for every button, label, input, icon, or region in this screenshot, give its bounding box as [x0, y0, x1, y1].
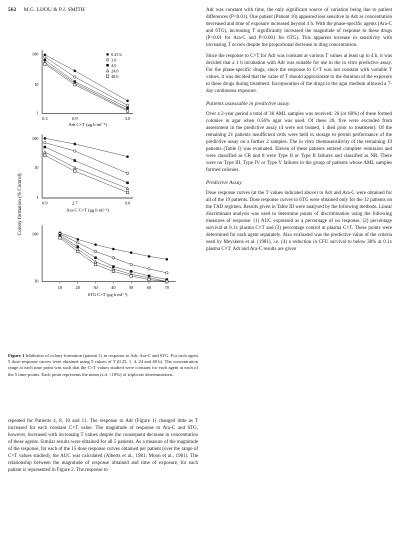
panel-c-series-3-point-5 — [130, 270, 133, 273]
panel-c-series-5-point-5 — [130, 275, 133, 278]
panel-b-ytick-10: 10 — [34, 164, 39, 170]
panel-b-series-1-point-2 — [74, 143, 77, 146]
panel-b-series — [44, 137, 129, 194]
legend-entry-3: 4.0 — [111, 63, 117, 69]
panel-a-xtick-3: 3.0 — [124, 115, 131, 121]
panel-a-series-5-point-1 — [44, 63, 47, 66]
panel-b-ytick-1: 1 — [36, 194, 39, 200]
panel-c-series-5-line — [60, 238, 167, 282]
panel-c-series-1-point-7 — [166, 258, 169, 261]
panel-a-series-1-point-2 — [74, 69, 77, 72]
panel-c-xtick-2: 20 — [75, 284, 80, 290]
panel-c-series-2-point-6 — [148, 268, 151, 271]
left-body-text: repeated for Patients 4, 8, 10 and 11. The response to Adr (Figure 1) changed little as T increased for each constant C×T value. The magnitude of response to Ara-C and 6TG, however, increased with increasing T values despite the consequent decrease in concentration of these agents. Similar results were obtained for all 5 patients. As a measure of the magnitude of the response, for each of the 15 dose response curves obtained per patient (over the range of C×T values studied), the AUC was calculated (Alberts et al., 1981; Moon et al., 1981). The relationship between the magnitude of response obtained and time of exposure, for each patient is represented in Figure 2. The response to — [8, 419, 198, 473]
left-column — [8, 18, 198, 323]
panel-b-series-5-point-1 — [44, 154, 47, 157]
paragraph-1: Adr was constant with time, the only significant source of variation being due to patient differences (P<0.01). One patient (Patient 10) appeared less sensitive to Adr as concentration decreased and time of exposure increased beyond 4 h. With the phase-specific agents (Ara-C and 6TG), increasing T significantly increased the magnitude of response to these drugs (P<0.01 for Ara-C and P<0.001 for 6TG). This apparent increase in sensitivity with increasing T occurs despite the proportional decrease in drug concentration. — [206, 8, 393, 48]
panel-b-series-3-point-2 — [74, 159, 77, 162]
paragraph-4: Dose response curves (at the T values indicated above) to Adr and Ara-C were obtained for all of the 19 patients. Dose response curves to 6TG were obtained only for the 12 patients on the TAD regimen. Results given in Table III were analysed by the following methods. Linear discriminant analysis was used to determine points of discrimination using the following measures of response: (1) AUC expressed as a percentage of no response, (2) percentage survival at 0.1x plasma C×T and (3) percentage control at plasma C×T. These points were determined for each agent separately. Also evaluated was the predictive value of the criteria used by Meyskens et al. (1981), i.e. (4) a reduction in CFU survival to below 38% at 0.1x plasma C×T. Adr and Ara-C results are given — [206, 191, 392, 252]
figure-1 — [8, 18, 198, 318]
panel-a-ytick-1: 1 — [36, 110, 39, 116]
panel-a-series-2-point-2 — [74, 76, 77, 79]
legend-entry-2: 1.0 — [111, 57, 117, 63]
figure-caption — [8, 353, 198, 378]
panel-b-series-1-point-1 — [44, 137, 47, 140]
legend-entry-1: 0.25 h — [111, 52, 122, 58]
panel-c-series-1-point-5 — [130, 251, 133, 254]
panel-b-series-1-line — [45, 138, 128, 156]
panel-c-series-5-point-2 — [76, 250, 79, 253]
panel-a-series-5-point-2 — [74, 83, 77, 86]
panel-a-xlabel: Adr C×T (μg h ml⁻¹) — [68, 122, 107, 128]
panel-c-xlabel: 6TG C×T (μg h ml⁻¹) — [87, 292, 128, 298]
panel-b-series-1-point-3 — [126, 155, 129, 158]
panel-c-series-2-point-2 — [76, 241, 79, 244]
panel-b-series-2-point-3 — [126, 172, 129, 175]
panel-c-series-4-point-2 — [76, 248, 79, 251]
caption-lead: Figure 1 — [8, 353, 25, 358]
panel-a-series-2-point-3 — [126, 104, 129, 107]
panel-b-series-5-line — [45, 155, 128, 192]
legend-marker-3 — [106, 64, 109, 67]
legend-entry-4: 24.0 — [111, 68, 119, 74]
panel-a — [32, 50, 133, 127]
panel-c-ytick-10: 10 — [34, 278, 39, 284]
page-number: 562 — [8, 7, 17, 13]
panel-c-series-1-point-2 — [76, 238, 79, 241]
panel-b-series-5-point-3 — [126, 191, 129, 194]
panel-c-series-4-point-3 — [94, 260, 97, 263]
panel-a-series-5-point-3 — [126, 110, 129, 113]
panel-b-series-2-point-1 — [44, 141, 47, 144]
panel-c-xticks — [58, 282, 170, 290]
caption-text: Inhibition of colony formation (patient 1) in response to Adr, Ara-C and 6TG. For each agent 5 dose-response curves were obtained using 5 values of T (0.25, 1, 4, 24 and 48 h). The concentration range at each time point was such that the C×T values studied were constant for each agent at each of the 5 time-points. Each point represents the mean (s.d. <10%) of triplicate determinations. — [8, 353, 198, 377]
legend-marker-5 — [106, 75, 109, 78]
panel-b-series-4-point-1 — [44, 151, 47, 154]
panel-b-xlabel: Ara-C C×T (μg h ml⁻¹) — [66, 207, 109, 213]
legend — [106, 52, 122, 79]
panel-b-ytick-100: 100 — [31, 135, 39, 141]
panel-c-series-1-point-6 — [148, 255, 151, 258]
legend-marker-1 — [106, 53, 109, 56]
panel-c-series-2-point-7 — [166, 272, 169, 275]
panel-c-xtick-7: 70 — [164, 284, 169, 290]
panel-b-xtick-3: 9.0 — [124, 200, 131, 206]
legend-entry-5: 48.0 — [111, 74, 119, 79]
running-authors: M.G. LIJOU & P.J. SMITH — [23, 7, 85, 13]
panel-c-xtick-4: 40 — [111, 284, 116, 290]
panel-c-series — [59, 231, 168, 282]
section-heading-patients: Patients assessable in predictive assay — [206, 101, 290, 107]
panel-c-series-5-point-7 — [166, 280, 169, 283]
panel-b-series-4-line — [45, 152, 128, 188]
panel-c-series-5-point-4 — [112, 270, 115, 273]
panel-c-series-1-line — [60, 233, 167, 260]
panel-c — [32, 225, 176, 297]
section-heading-predictive-assay: Predictive Assay — [206, 180, 242, 186]
panel-c-series-2-point-4 — [112, 257, 115, 260]
panel-b-xtick-1: 0.9 — [42, 200, 48, 206]
panel-a-series-2-point-1 — [44, 56, 47, 59]
legend-markers — [106, 53, 109, 77]
paragraph-2: Since the response to C×T for Adr was constant at various T values at least up to 4 h, it was decided that a 1 h incubation with Adr was suitable for use in the in vitro predictive assay. For the phase-specific drugs, since the response to C×T was not constant with variable T values, it was decided that the value of T should approximate to the duration of the exposure to these drugs during treatment. Incorporation of the drugs in the agar medium allowed a 7-day continuous exposure. — [206, 54, 392, 94]
panel-c-series-3-point-3 — [94, 257, 97, 260]
panel-c-series-2-point-5 — [130, 263, 133, 266]
paragraph-3: Over a 2-year period a total of 38 AML samples was received: 26 (or 68%) of these formed colonies in agar when 0.56% agar was used. Of these 26, five were excluded from assessment in the predictive assay (4 were not treated, 1 died prior to treatment). Of the remaining 21 patients insufficient cells were held in storage to permit performance of the predictive assay on a further 2 samples. The in vitro chemosensitivity of the remaining 19 patients (Table I) was evaluated. Eleven of these patients entered complete remission and were classified as CR and 8 were Type II or Type II failures and classified as NR. There were no Type III, Type IV or Type V failures in the group of patients whose AML samples formed colonies. — [206, 112, 392, 173]
panel-b-series-4-point-3 — [126, 187, 129, 190]
panel-a-series-1-point-3 — [126, 100, 129, 103]
panel-a-ytick-10: 10 — [34, 82, 39, 88]
panel-b-series-2-line — [45, 143, 128, 174]
panel-c-series-5-point-3 — [94, 263, 97, 266]
running-header — [8, 7, 85, 13]
panel-a-ytick-100: 100 — [31, 51, 39, 57]
panel-c-series-5-point-1 — [59, 237, 62, 240]
legend-marker-2 — [106, 59, 109, 62]
panel-c-ytick-100: 100 — [31, 231, 39, 237]
panel-c-series-5-point-6 — [148, 278, 151, 281]
panel-b-series-4-point-2 — [74, 166, 77, 169]
panel-b-xtick-2: 2.7 — [72, 200, 78, 206]
right-column — [206, 7, 392, 257]
y-axis-label: Colony formation (% Control) — [17, 173, 24, 236]
panel-c-series-1-point-4 — [112, 248, 115, 251]
panel-c-series-2-point-3 — [94, 250, 97, 253]
panel-b-series-5-point-2 — [74, 170, 77, 173]
panel-c-xtick-3: 30 — [93, 284, 98, 290]
panel-c-series-1-point-3 — [94, 243, 97, 246]
panel-b-series-3-line — [45, 147, 128, 183]
legend-marker-4 — [106, 69, 109, 72]
panel-a-xtick-2: 0.9 — [72, 115, 78, 121]
panel-b-series-3-point-1 — [44, 146, 47, 149]
panel-b — [32, 134, 133, 212]
panel-c-xtick-6: 60 — [146, 284, 152, 290]
panel-c-series-4-point-4 — [112, 268, 115, 271]
panel-b-series-2-point-2 — [74, 150, 77, 153]
panel-a-xtick-1: 0.3 — [42, 115, 48, 121]
panel-b-series-3-point-3 — [126, 182, 129, 185]
panel-c-xtick-5: 50 — [129, 284, 134, 290]
panel-c-xtick-1: 10 — [57, 284, 63, 290]
